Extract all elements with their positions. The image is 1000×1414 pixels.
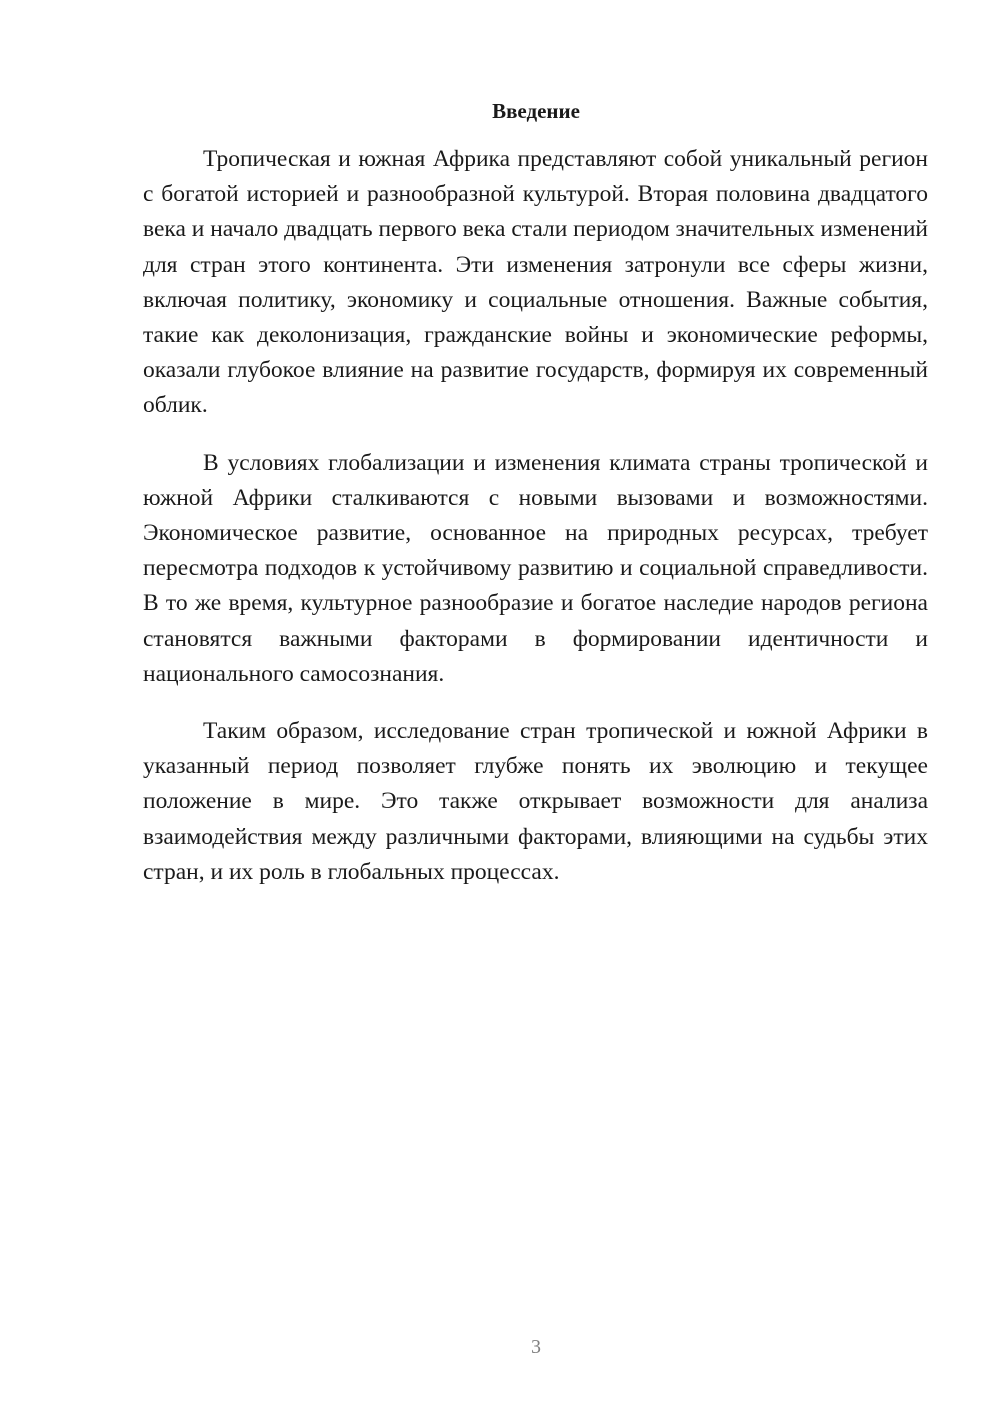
- page-number: 3: [531, 1336, 541, 1358]
- paragraph-3: Таким образом, исследование стран тропической и южной Африки в указанный период позволяет глубже понять их эволюцию и текущее положение в мире. Это также открывает возможности для анализа взаимодействия между различными факторами, влияющими на судьбы этих стран, и их роль в глобальных процессах.: [143, 718, 928, 885]
- body-text: [143, 142, 928, 912]
- section-title: Введение: [492, 99, 580, 123]
- paragraph-2: В условиях глобализации и изменения климата страны тропической и южной Африки сталкиваются с новыми вызовами и возможностями. Экономическое развитие, основанное на природных ресурсах, требует пересмотра подходов к устойчивому развитию и социальной справедливости. В то же время, культурное разнообразие и богатое наследие народов региона становятся важными факторами в формировании идентичности и национального самосознания.: [143, 449, 928, 687]
- paragraph-1: Тропическая и южная Африка представляют собой уникальный регион с богатой историей и разнообразной культурой. Вторая половина двадцатого века и начало двадцать первого века стали периодом значительных изменений для стран этого континента. Эти изменения затронули все сферы жизни, включая политику, экономику и социальные отношения. Важные события, такие как деколонизация, гражданские войны и экономические реформы, оказали глубокое влияние на развитие государств, формируя их современный облик.: [143, 146, 929, 419]
